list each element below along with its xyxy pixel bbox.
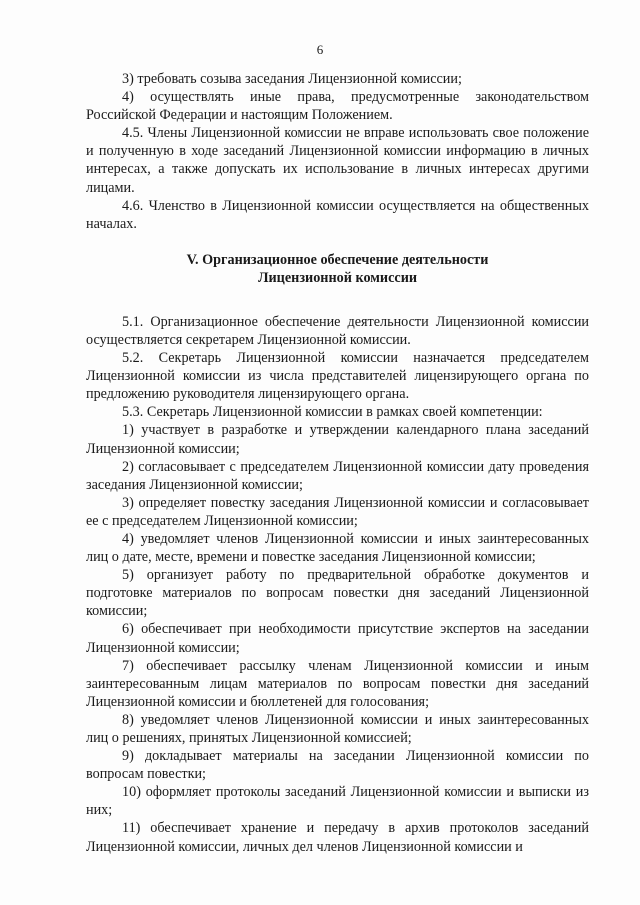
paragraph-4-5: 4.5. Члены Лицензионной комиссии не вправе использовать свое положение и полученную в ходе заседаний Лицензионной комиссии информацию в личных интересах, а также допускать их использование в личных интересах другими лицами. xyxy=(86,125,589,196)
paragraph-4-6: 4.6. Членство в Лицензионной комиссии осуществляется на общественных началах. xyxy=(86,197,589,232)
list-item-2: 2) согласовывает с председателем Лицензионной комиссии дату проведения заседания Лицензионной комиссии; xyxy=(86,458,589,493)
paragraph-4-other-rights: 4) осуществлять иные права, предусмотренные законодательством Российской Федерации и настоящим Положением. xyxy=(86,89,589,124)
document-body xyxy=(86,70,589,856)
list-item-3: 3) определяет повестку заседания Лицензионной комиссии и согласовывает ее с председателем Лицензионной комиссии; xyxy=(86,494,589,529)
paragraph-5-3: 5.3. Секретарь Лицензионной комиссии в рамках своей компетенции: xyxy=(122,404,543,421)
list-item-10: 10) оформляет протоколы заседаний Лицензионной комиссии и выписки из них; xyxy=(86,784,589,819)
list-item-9: 9) докладывает материалы на заседании Лицензионной комиссии по вопросам повестки; xyxy=(86,748,589,783)
list-item-5: 5) организует работу по предварительной обработке документов и подготовке материалов по вопросам повестки дня заседаний Лицензионной комиссии; xyxy=(86,567,589,620)
list-item-8: 8) уведомляет членов Лицензионной комиссии и иных заинтересованных лиц о решениях, принятых Лицензионной комиссией; xyxy=(86,711,589,746)
list-item-7: 7) обеспечивает рассылку членам Лицензионной комиссии и иным заинтересованным лицам материалов по вопросам повестки дня заседаний Лицензионной комиссии и бюллетеней для голосования; xyxy=(86,657,589,710)
list-item-11: 11) обеспечивает хранение и передачу в архив протоколов заседаний Лицензионной комиссии, личных дел членов Лицензионной комиссии и xyxy=(86,820,589,855)
paragraph-5-1: 5.1. Организационное обеспечение деятельности Лицензионной комиссии осуществляется секретарем Лицензионной комиссии. xyxy=(86,313,589,348)
section-heading-line-2: Лицензионной комиссии xyxy=(257,269,418,286)
paragraph-3-request-meeting: 3) требовать созыва заседания Лицензионной комиссии; xyxy=(122,71,462,87)
list-item-1: 1) участвует в разработке и утверждении календарного плана заседаний Лицензионной комиссии; xyxy=(86,422,589,457)
paragraph-5-2: 5.2. Секретарь Лицензионной комиссии назначается председателем Лицензионной комиссии из числа представителей лицензирующего органа по предложению руководителя лицензирующего органа. xyxy=(86,350,589,403)
section-heading xyxy=(86,251,589,287)
list-item-6: 6) обеспечивает при необходимости присутствие экспертов на заседании Лицензионной комиссии; xyxy=(86,621,589,656)
section-heading-line-1: V. Организационное обеспечение деятельности xyxy=(186,251,489,268)
list-item-4: 4) уведомляет членов Лицензионной комиссии и иных заинтересованных лиц о дате, месте, времени и повестке заседания Лицензионной комиссии; xyxy=(86,530,589,566)
page-number: 6 xyxy=(316,42,324,57)
